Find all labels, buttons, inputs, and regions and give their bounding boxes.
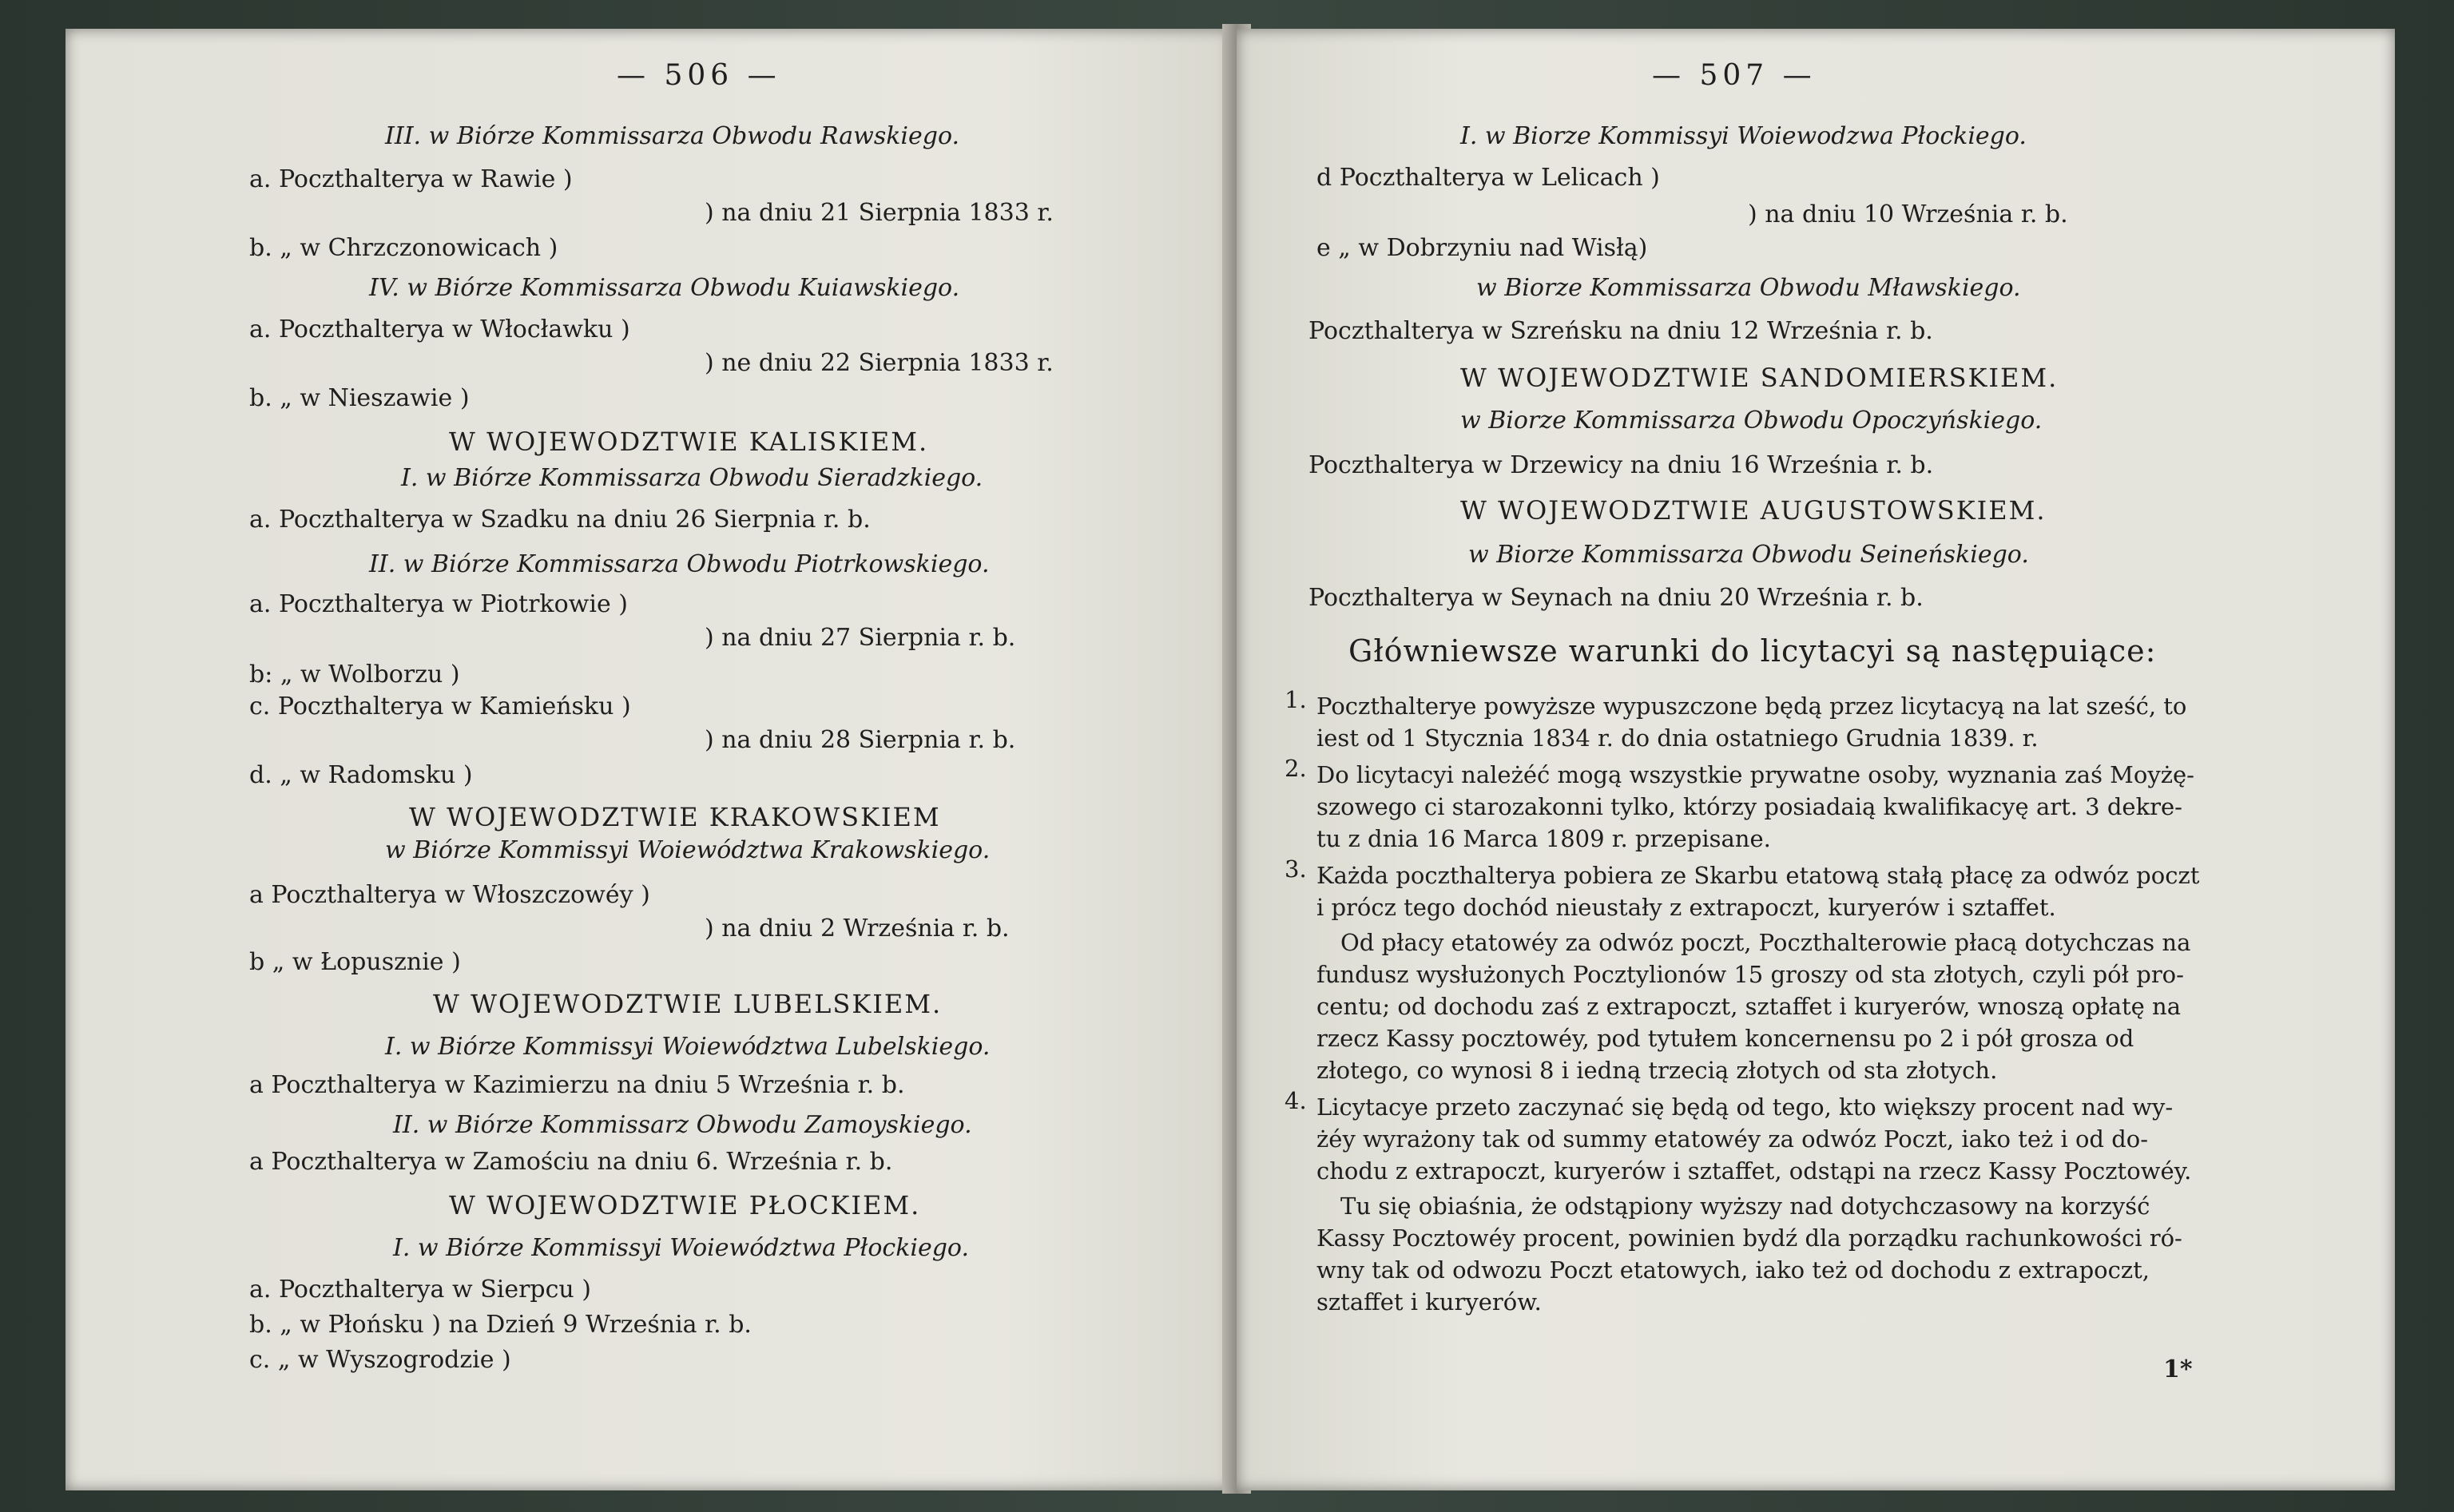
- office-heading: II. w Biórze Kommissarz Obwodu Zamoyskiego.: [393, 1111, 972, 1139]
- entry-line: a. Poczthalterya w Szadku na dniu 26 Sierpnia r. b.: [249, 506, 871, 534]
- paragraph-line: fundusz wysłużonych Pocztylionów 15 groszy od sta złotych, czyli pół pro-: [1316, 961, 2184, 988]
- paragraph-line: złotego, co wynosi 8 i iedną trzecią złotych od sta złotych.: [1316, 1057, 1998, 1084]
- paragraph-line: sztaffet i kuryerów.: [1316, 1288, 1542, 1316]
- entry-line: a. Poczthalterya w Sierpcu ): [249, 1276, 591, 1304]
- voivodeship-heading: W WOJEWODZTWIE KALISKIEM.: [449, 427, 929, 457]
- entry-line: c. „ w Wyszogrodzie ): [249, 1346, 511, 1374]
- entry-line: d. „ w Radomsku ): [249, 761, 473, 789]
- section-heading: Główniewsze warunki do licytacyi są następuiące:: [1348, 633, 2157, 669]
- entry-line: a Poczthalterya w Włoszczowéy ): [249, 881, 650, 909]
- entry-line: a. Poczthalterya w Piotrkowie ): [249, 590, 628, 618]
- paragraph-line: Poczthalterye powyższe wypuszczone będą przez licytacyą na lat sześć, to: [1316, 693, 2187, 720]
- paragraph-line: i prócz tego dochód nieustały z extrapoczt, kuryerów i sztaffet.: [1316, 894, 2056, 921]
- paragraph-line: Od płacy etatowéy za odwóz poczt, Poczthalterowie płacą dotychczas na: [1340, 929, 2191, 956]
- date-line: ) na dniu 21 Sierpnia 1833 r.: [705, 199, 1054, 227]
- paragraph-line: Do licytacyi należéć mogą wszystkie prywatne osoby, wyznania zaś Moyżę-: [1316, 761, 2194, 788]
- entry-line: Poczthalterya w Seynach na dniu 20 Września r. b.: [1308, 584, 1924, 612]
- entry-line: c. Poczthalterya w Kamieńsku ): [249, 693, 631, 720]
- date-line: ) ne dniu 22 Sierpnia 1833 r.: [705, 349, 1054, 377]
- paragraph-line: Tu się obiaśnia, że odstąpiony wyższy nad dotychczasowy na korzyść: [1340, 1193, 2150, 1220]
- date-line: ) na dniu 28 Sierpnia r. b.: [705, 726, 1016, 754]
- entry-line: b: „ w Wolborzu ): [249, 661, 460, 689]
- entry-line: e „ w Dobrzyniu nad Wisłą): [1316, 234, 1648, 262]
- paragraph-line: rzecz Kassy pocztowéy, pod tytułem koncernensu po 2 i pół grosza od: [1316, 1025, 2134, 1052]
- voivodeship-heading: W WOJEWODZTWIE SANDOMIERSKIEM.: [1460, 363, 2059, 393]
- paragraph-line: tu z dnia 16 Marca 1809 r. przepisane.: [1316, 825, 1771, 852]
- office-heading: I. w Biórze Kommissarza Obwodu Sieradzkiego.: [401, 464, 983, 492]
- left-page: [66, 29, 1232, 1490]
- entry-line: a. Poczthalterya w Włocławku ): [249, 315, 630, 343]
- entry-line: Poczthalterya w Drzewicy na dniu 16 Września r. b.: [1308, 451, 1934, 479]
- entry-line: d Poczthalterya w Lelicach ): [1316, 164, 1660, 192]
- paragraph-line: centu; od dochodu zaś z extrapoczt, sztaffet i kuryerów, wnoszą opłatę na: [1316, 993, 2182, 1020]
- office-heading: II. w Biórze Kommissarza Obwodu Piotrkowskiego.: [369, 550, 990, 578]
- entry-line: a Poczthalterya w Zamościu na dniu 6. Września r. b.: [249, 1148, 893, 1176]
- entry-line: b. „ w Nieszawie ): [249, 384, 470, 412]
- office-heading: w Biorze Kommissarza Obwodu Seineńskiego.: [1468, 541, 2029, 569]
- right-page: [1237, 29, 2395, 1490]
- office-heading: w Biorze Kommissarza Obwodu Opoczyńskiego.: [1460, 407, 2043, 435]
- paragraph-line: Każda poczthalterya pobiera ze Skarbu etatową stałą płacę za odwóz poczt: [1316, 862, 2200, 889]
- voivodeship-heading: W WOJEWODZTWIE PŁOCKIEM.: [449, 1190, 921, 1220]
- date-line: ) na dniu 27 Sierpnia r. b.: [705, 624, 1016, 652]
- signature-mark: 1*: [2163, 1355, 2193, 1383]
- paragraph-line: Licytacye przeto zaczynać się będą od tego, kto większy procent nad wy-: [1316, 1093, 2174, 1121]
- entry-line: Poczthalterya w Szreńsku na dniu 12 Września r. b.: [1308, 317, 1933, 345]
- office-heading: I. w Biórze Kommissyi Woiewództwa Lubelskiego.: [385, 1033, 991, 1061]
- voivodeship-heading: W WOJEWODZTWIE LUBELSKIEM.: [433, 989, 943, 1019]
- paragraph-line: żéy wyrażony tak od summy etatowéy za odwóz Poczt, iako też i od do-: [1316, 1125, 2149, 1153]
- paragraph-line: szowego ci starozakonni tylko, którzy posiadaią kwalifikacyę art. 3 dekre-: [1316, 793, 2182, 820]
- page-number: — 506 —: [617, 59, 781, 92]
- office-heading: I. w Biorze Kommissyi Woiewodzwa Płockiego.: [1460, 122, 2027, 150]
- list-number: 2.: [1285, 755, 1307, 782]
- page-number: — 507 —: [1652, 59, 1817, 92]
- list-number: 1.: [1285, 686, 1307, 713]
- entry-line: a Poczthalterya w Kazimierzu na dniu 5 Września r. b.: [249, 1071, 905, 1099]
- office-heading: III. w Biórze Kommissarza Obwodu Rawskiego.: [385, 122, 960, 150]
- entry-line: b. „ w Chrzczonowicach ): [249, 234, 558, 262]
- office-heading: w Biórze Kommissyi Woiewództwa Krakowskiego.: [385, 836, 991, 864]
- entry-line: b „ w Łopusznie ): [249, 948, 461, 976]
- paragraph-line: Kassy Pocztowéy procent, powinien bydź dla porządku rachunkowości ró-: [1316, 1224, 2182, 1252]
- list-number: 4.: [1285, 1087, 1307, 1114]
- office-heading: IV. w Biórze Kommissarza Obwodu Kuiawskiego.: [369, 274, 960, 302]
- date-line: ) na dniu 2 Września r. b.: [705, 915, 1010, 943]
- entry-line: a. Poczthalterya w Rawie ): [249, 165, 573, 193]
- office-heading: I. w Biórze Kommissyi Woiewództwa Płockiego.: [393, 1234, 969, 1262]
- paragraph-line: wny tak od odwozu Poczt etatowych, iako też od dochodu z extrapoczt,: [1316, 1256, 2150, 1284]
- voivodeship-heading: W WOJEWODZTWIE KRAKOWSKIEM: [409, 802, 941, 832]
- list-number: 3.: [1285, 855, 1307, 883]
- voivodeship-heading: W WOJEWODZTWIE AUGUSTOWSKIEM.: [1460, 495, 2047, 526]
- entry-line: b. „ w Płońsku ) na Dzień 9 Września r. b.: [249, 1311, 752, 1339]
- office-heading: w Biorze Kommissarza Obwodu Mławskiego.: [1476, 274, 2021, 302]
- date-line: ) na dniu 10 Września r. b.: [1748, 200, 2068, 228]
- paragraph-line: chodu z extrapoczt, kuryerów i sztaffet, odstąpi na rzecz Kassy Pocztowéy.: [1316, 1157, 2192, 1185]
- paragraph-line: iest od 1 Stycznia 1834 r. do dnia ostatniego Grudnia 1839. r.: [1316, 724, 2039, 752]
